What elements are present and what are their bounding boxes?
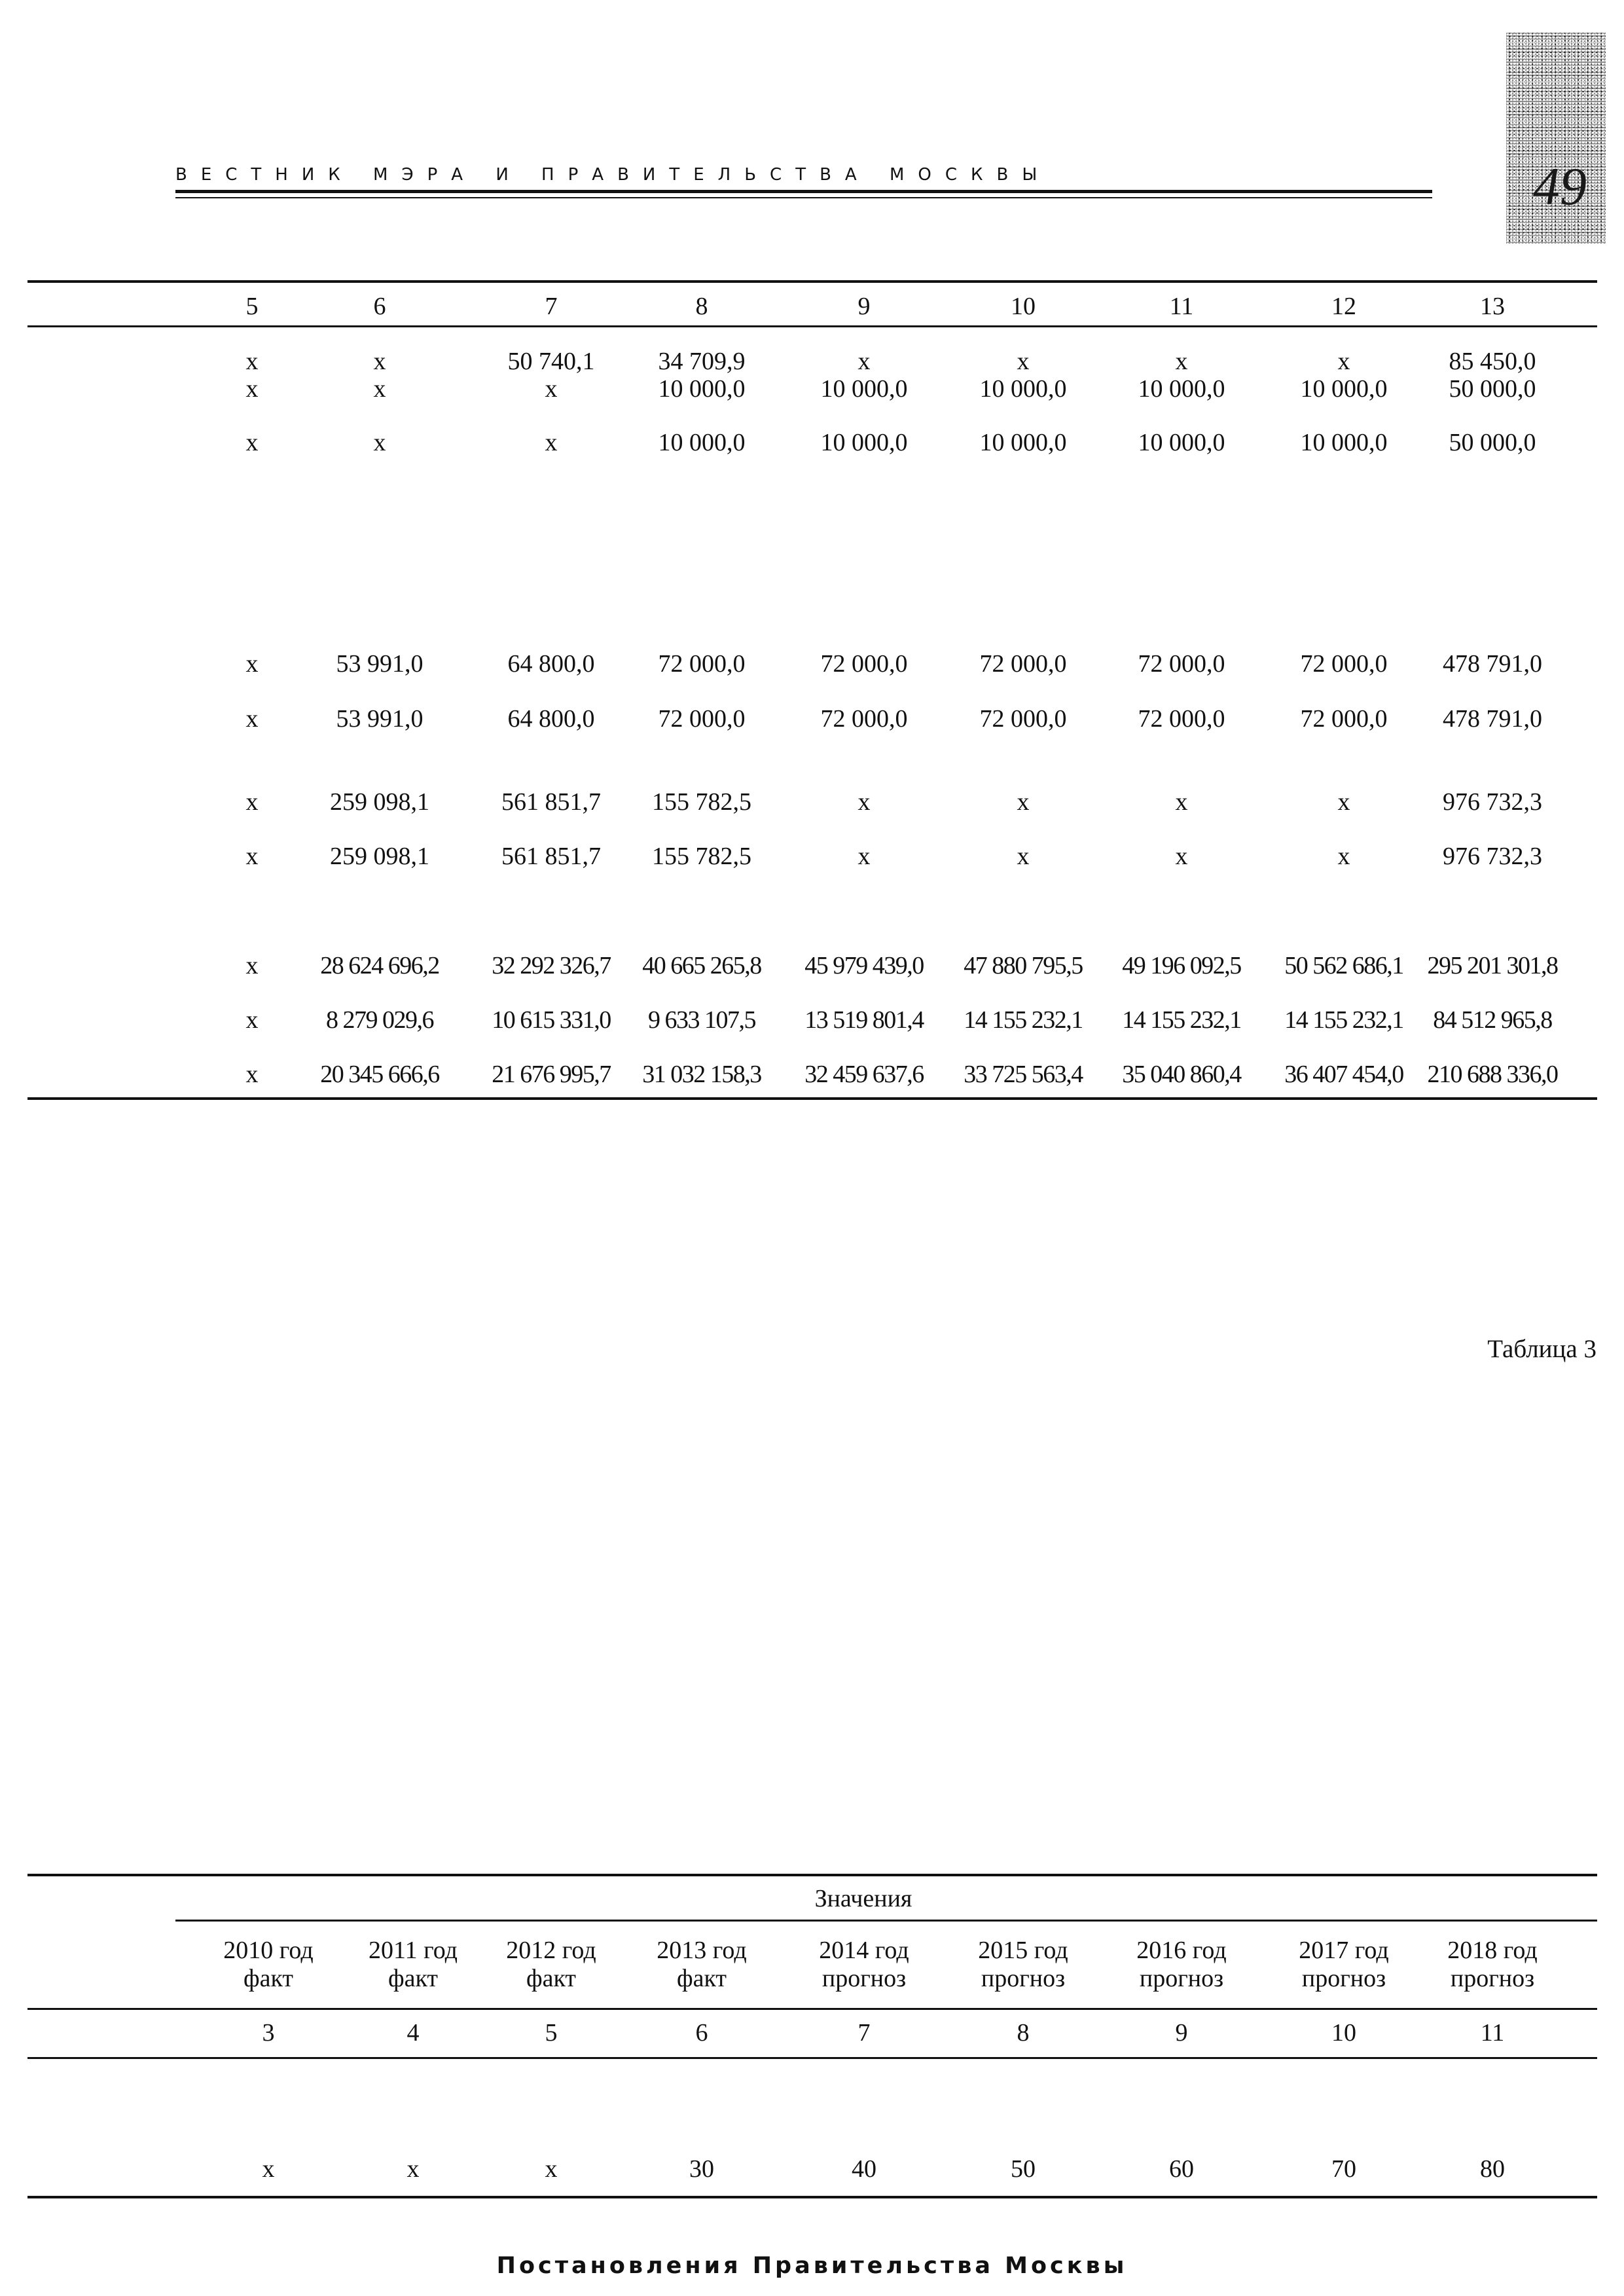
table-cell: 32 459 637,6 bbox=[804, 1061, 924, 1088]
table-cell: 9 633 107,5 bbox=[648, 1006, 755, 1034]
table-cell: 976 732,3 bbox=[1443, 788, 1542, 816]
year-kind-label: прогноз bbox=[981, 1965, 1066, 1992]
table-cell: 31 032 158,3 bbox=[642, 1061, 761, 1088]
column-number: 9 bbox=[857, 293, 871, 320]
column-number: 11 bbox=[1169, 293, 1194, 320]
table-cell: 28 624 696,2 bbox=[320, 952, 439, 979]
table-cell: 72 000,0 bbox=[658, 650, 746, 678]
table-cell: 13 519 801,4 bbox=[804, 1006, 924, 1034]
table-cell: 50 562 686,1 bbox=[1284, 952, 1403, 979]
table-cell: 72 000,0 bbox=[1138, 650, 1225, 678]
table-cell: 50 000,0 bbox=[1449, 375, 1536, 403]
table-cell: 10 000,0 bbox=[979, 375, 1067, 403]
table-cell: 72 000,0 bbox=[1300, 705, 1388, 733]
year-label: 2012 год bbox=[506, 1937, 596, 1964]
table-cell: 10 615 331,0 bbox=[492, 1006, 611, 1034]
year-label: 2015 год bbox=[978, 1937, 1068, 1964]
table-cell: х bbox=[245, 1006, 259, 1034]
year-label: 2018 год bbox=[1447, 1937, 1538, 1964]
table-cell: 40 bbox=[852, 2155, 876, 2183]
table-cell: 295 201 301,8 bbox=[1427, 952, 1558, 979]
column-number: 5 bbox=[545, 2019, 558, 2047]
table-cell: 35 040 860,4 bbox=[1122, 1061, 1241, 1088]
page-number: 49 bbox=[1533, 156, 1587, 216]
column-number: 3 bbox=[262, 2019, 275, 2047]
year-kind-label: прогноз bbox=[1301, 1965, 1386, 1992]
table-cell: х bbox=[1337, 788, 1350, 816]
header-rule-thin bbox=[175, 197, 1432, 198]
table-cell: х bbox=[1175, 348, 1188, 375]
table-cell: 976 732,3 bbox=[1443, 843, 1542, 870]
table-cell: 53 991,0 bbox=[336, 650, 424, 678]
year-kind-label: факт bbox=[243, 1965, 294, 1992]
column-number: 12 bbox=[1331, 293, 1356, 320]
table-cell: 50 740,1 bbox=[507, 348, 595, 375]
table-cell: 10 000,0 bbox=[820, 375, 908, 403]
column-number: 8 bbox=[1017, 2019, 1030, 2047]
table-cell: х bbox=[545, 429, 558, 456]
year-label: 2010 год bbox=[223, 1937, 314, 1964]
year-kind-label: прогноз bbox=[1450, 1965, 1535, 1992]
table-cell: 32 292 326,7 bbox=[492, 952, 611, 979]
header-rule-thick bbox=[175, 190, 1432, 193]
values-group-header: Значения bbox=[814, 1885, 912, 1912]
table-cell: 64 800,0 bbox=[507, 650, 595, 678]
year-label: 2017 год bbox=[1299, 1937, 1389, 1964]
column-number: 13 bbox=[1480, 293, 1505, 320]
table-cell: 49 196 092,5 bbox=[1122, 952, 1241, 979]
table-cell: 45 979 439,0 bbox=[804, 952, 924, 979]
table-cell: 34 709,9 bbox=[658, 348, 746, 375]
upper-table-bottom-rule bbox=[27, 1097, 1597, 1100]
table-cell: 72 000,0 bbox=[979, 705, 1067, 733]
table-cell: 72 000,0 bbox=[820, 705, 908, 733]
table-cell: 155 782,5 bbox=[652, 788, 751, 816]
table-cell: 72 000,0 bbox=[820, 650, 908, 678]
table-cell: 478 791,0 bbox=[1443, 705, 1542, 733]
year-kind-label: прогноз bbox=[1139, 1965, 1224, 1992]
table-cell: х bbox=[1017, 843, 1030, 870]
table-cell: 64 800,0 bbox=[507, 705, 595, 733]
table-cell: 10 000,0 bbox=[820, 429, 908, 456]
year-kind-label: факт bbox=[676, 1965, 727, 1992]
table-cell: 60 bbox=[1169, 2155, 1194, 2183]
table-cell: 14 155 232,1 bbox=[1122, 1006, 1241, 1034]
year-kind-label: факт bbox=[388, 1965, 439, 1992]
table-cell: х bbox=[545, 2155, 558, 2183]
table-cell: 84 512 965,8 bbox=[1433, 1006, 1552, 1034]
table-cell: 47 880 795,5 bbox=[964, 952, 1083, 979]
year-label: 2011 год bbox=[369, 1937, 458, 1964]
footer-section-title: Постановления Правительства Москвы bbox=[496, 2253, 1128, 2279]
journal-title: ВЕСТНИК МЭРА И ПРАВИТЕЛЬСТВА МОСКВЫ bbox=[175, 165, 1051, 185]
table-cell: х bbox=[1017, 348, 1030, 375]
table-cell: 33 725 563,4 bbox=[964, 1061, 1083, 1088]
table-cell: х bbox=[373, 375, 386, 403]
table-cell: х bbox=[857, 348, 871, 375]
column-number: 5 bbox=[245, 293, 259, 320]
table-cell: х bbox=[406, 2155, 420, 2183]
table-cell: 155 782,5 bbox=[652, 843, 751, 870]
table-cell: х bbox=[857, 843, 871, 870]
table-cell: 10 000,0 bbox=[1138, 375, 1225, 403]
table-cell: 10 000,0 bbox=[1300, 375, 1388, 403]
table-cell: х bbox=[1175, 843, 1188, 870]
table-cell: х bbox=[245, 952, 259, 979]
table-cell: 10 000,0 bbox=[1300, 429, 1388, 456]
year-kind-label: прогноз bbox=[821, 1965, 907, 1992]
table-cell: 40 665 265,8 bbox=[642, 952, 761, 979]
table-cell: 259 098,1 bbox=[330, 843, 429, 870]
table-cell: х bbox=[245, 650, 259, 678]
table-cell: 10 000,0 bbox=[658, 429, 746, 456]
table-cell: 561 851,7 bbox=[501, 788, 601, 816]
table3-bottom-rule bbox=[27, 2196, 1597, 2198]
table-cell: 70 bbox=[1331, 2155, 1356, 2183]
table-cell: х bbox=[1337, 843, 1350, 870]
table-cell: 85 450,0 bbox=[1449, 348, 1536, 375]
column-number: 7 bbox=[545, 293, 558, 320]
table-cell: х bbox=[545, 375, 558, 403]
table-cell: 14 155 232,1 bbox=[1284, 1006, 1403, 1034]
table-cell: 14 155 232,1 bbox=[964, 1006, 1083, 1034]
table-cell: х bbox=[245, 429, 259, 456]
year-label: 2016 год bbox=[1136, 1937, 1227, 1964]
table-cell: 72 000,0 bbox=[979, 650, 1067, 678]
column-number: 10 bbox=[1011, 293, 1036, 320]
table-cell: х bbox=[1175, 788, 1188, 816]
table-cell: х bbox=[245, 1061, 259, 1088]
year-kind-label: факт bbox=[526, 1965, 577, 1992]
table-cell: х bbox=[245, 705, 259, 733]
year-label: 2014 год bbox=[819, 1937, 909, 1964]
table-cell: 210 688 336,0 bbox=[1427, 1061, 1558, 1088]
table-cell: 72 000,0 bbox=[658, 705, 746, 733]
column-number: 6 bbox=[373, 293, 386, 320]
upper-table-top-rule bbox=[27, 280, 1597, 283]
table-cell: х bbox=[245, 348, 259, 375]
table-cell: х bbox=[245, 788, 259, 816]
column-number: 8 bbox=[695, 293, 708, 320]
table-cell: 10 000,0 bbox=[1138, 429, 1225, 456]
table-cell: 561 851,7 bbox=[501, 843, 601, 870]
table-cell: 20 345 666,6 bbox=[320, 1061, 439, 1088]
table-cell: х bbox=[373, 429, 386, 456]
table-cell: х bbox=[245, 843, 259, 870]
table-cell: х bbox=[1017, 788, 1030, 816]
table3-header-rule bbox=[27, 2008, 1597, 2010]
table-cell: 8 279 029,6 bbox=[326, 1006, 433, 1034]
table-cell: 53 991,0 bbox=[336, 705, 424, 733]
table-cell: 10 000,0 bbox=[658, 375, 746, 403]
table-cell: х bbox=[1337, 348, 1350, 375]
column-number: 11 bbox=[1480, 2019, 1505, 2047]
table-cell: 21 676 995,7 bbox=[492, 1061, 611, 1088]
table-cell: 36 407 454,0 bbox=[1284, 1061, 1403, 1088]
table-cell: 478 791,0 bbox=[1443, 650, 1542, 678]
table-cell: 30 bbox=[689, 2155, 714, 2183]
table3-colnum-rule bbox=[27, 2057, 1597, 2059]
table-cell: 72 000,0 bbox=[1300, 650, 1388, 678]
column-number: 10 bbox=[1331, 2019, 1356, 2047]
column-number: 4 bbox=[406, 2019, 420, 2047]
column-number: 9 bbox=[1175, 2019, 1188, 2047]
table-cell: х bbox=[857, 788, 871, 816]
table-cell: 72 000,0 bbox=[1138, 705, 1225, 733]
table-cell: 50 bbox=[1011, 2155, 1036, 2183]
table-caption: Таблица 3 bbox=[1487, 1335, 1597, 1363]
column-number: 6 bbox=[695, 2019, 708, 2047]
table-cell: 50 000,0 bbox=[1449, 429, 1536, 456]
table-cell: х bbox=[262, 2155, 275, 2183]
table3-top-rule bbox=[27, 1874, 1597, 1876]
table-cell: 10 000,0 bbox=[979, 429, 1067, 456]
column-number: 7 bbox=[857, 2019, 871, 2047]
table-cell: 80 bbox=[1480, 2155, 1505, 2183]
table-cell: х bbox=[373, 348, 386, 375]
year-label: 2013 год bbox=[657, 1937, 747, 1964]
table-cell: 259 098,1 bbox=[330, 788, 429, 816]
table-cell: х bbox=[245, 375, 259, 403]
table3-group-rule bbox=[175, 1920, 1597, 1922]
upper-table-header-rule bbox=[27, 325, 1597, 327]
